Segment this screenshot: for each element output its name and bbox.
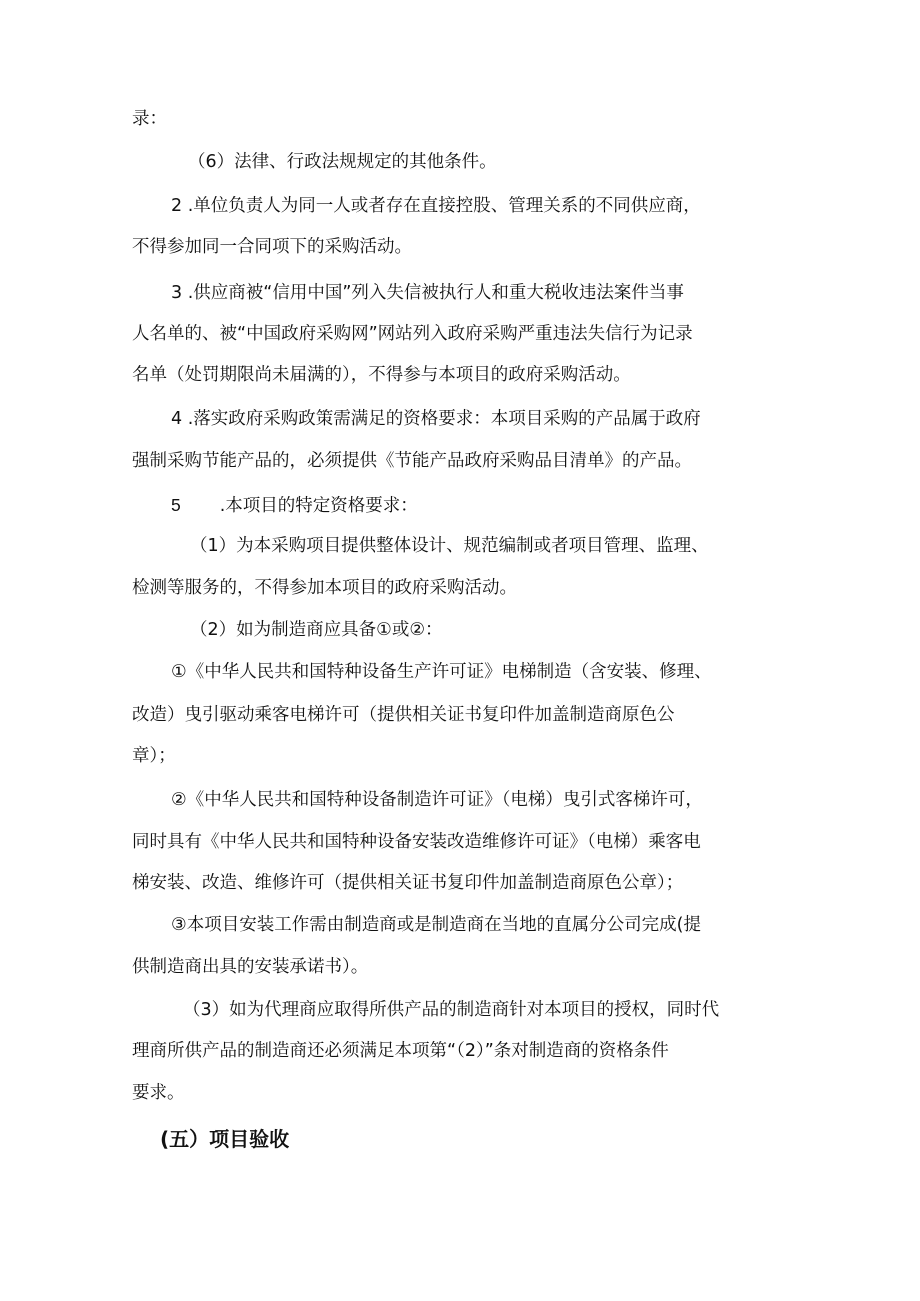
text-line: 录：	[132, 109, 167, 129]
text-line: 理商所供产品的制造商还必须满足本项第“（2）”条对制造商的资格条件	[132, 1041, 669, 1061]
text-line: 人名单的、被“中国政府采购网”网站列入政府采购严重违法失信行为记录	[132, 324, 693, 344]
text-line: 3 .供应商被“信用中国”列入失信被执行人和重大税收违法案件当事	[171, 283, 684, 303]
text-line: （1）为本采购项目提供整体设计、规范编制或者项目管理、监理、	[190, 536, 709, 556]
text-line: ③本项目安装工作需由制造商或是制造商在当地的直属分公司完成(提	[171, 915, 702, 935]
text-line: 改造）曳引驱动乘客电梯许可（提供相关证书复印件加盖制造商原色公	[132, 705, 675, 725]
item-text: .本项目的特定资格要求：	[219, 496, 418, 516]
text-line: ①《中华人民共和国特种设备生产许可证》电梯制造（含安装、修理、	[171, 662, 712, 682]
section-heading: (五）项目验收	[160, 1127, 290, 1151]
text-line: 不得参加同一合同项下的采购活动。	[132, 237, 412, 257]
text-line: 章）；	[132, 746, 176, 766]
text-line: 强制采购节能产品的，必须提供《节能产品政府采购品目清单》的产品。	[132, 451, 692, 471]
text-line: 梯安装、改造、维修许可（提供相关证书复印件加盖制造商原色公章）；	[132, 873, 684, 893]
item-number: 5	[171, 495, 181, 515]
text-line: （6）法律、行政法规规定的其他条件。	[188, 152, 497, 172]
text-line: 检测等服务的，不得参加本项目的政府采购活动。	[132, 578, 517, 598]
text-line	[171, 494, 418, 517]
text-line: 2 .单位负责人为同一人或者存在直接控股、管理关系的不同供应商，	[171, 196, 701, 216]
text-line: 名单（处罚期限尚未届满的），不得参与本项目的政府采购活动。	[132, 365, 631, 385]
text-line: （3）如为代理商应取得所供产品的制造商针对本项目的授权，同时代	[183, 1000, 720, 1020]
text-line: 同时具有《中华人民共和国特种设备安装改造维修许可证》（电梯）乘客电	[132, 832, 701, 852]
text-line: （2）如为制造商应具备①或②：	[190, 620, 443, 640]
text-line: 要求。	[132, 1083, 185, 1103]
text-line: ②《中华人民共和国特种设备制造许可证》（电梯）曳引式客梯许可，	[171, 790, 703, 810]
text-line: 4 .落实政府采购政策需满足的资格要求：本项目采购的产品属于政府	[171, 409, 701, 429]
text-line: 供制造商出具的安装承诺书）。	[132, 957, 369, 977]
